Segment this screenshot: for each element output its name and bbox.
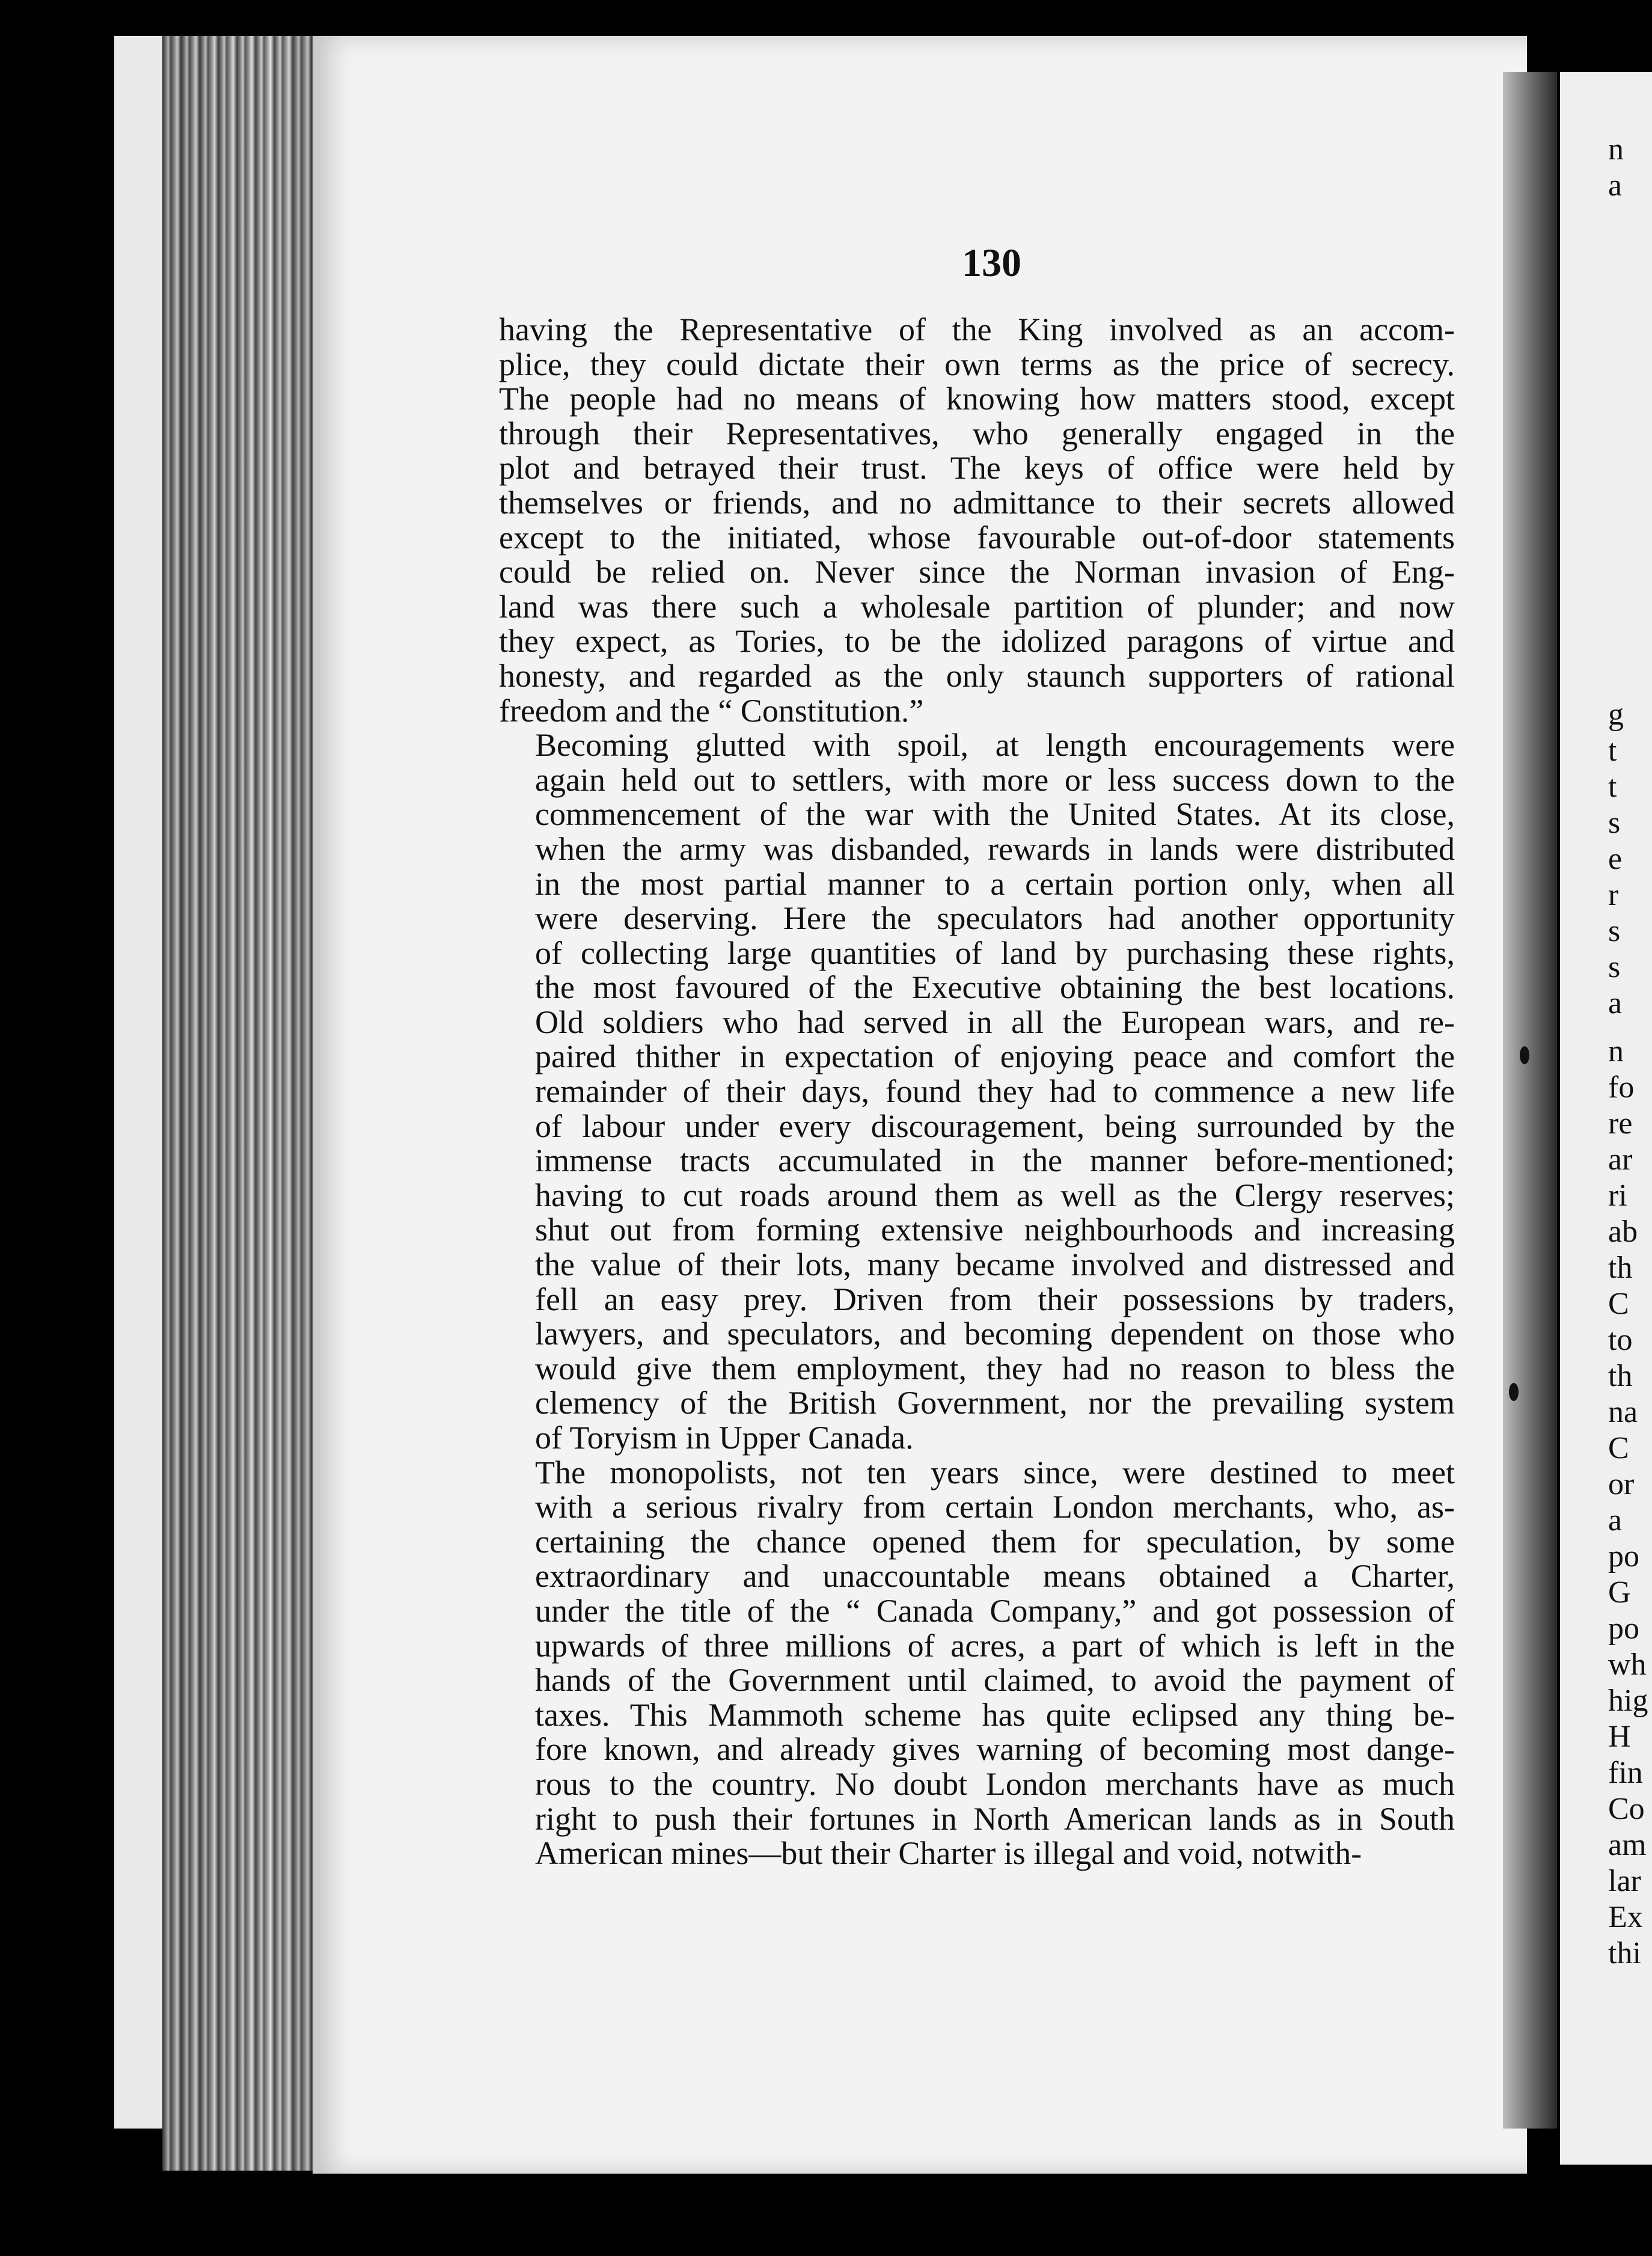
facing-page-fragment: thi: [1608, 1936, 1641, 1970]
text-line: extraordinary and unaccountable means obtained a Charter,: [535, 1558, 1455, 1595]
facing-page-fragment: g: [1608, 697, 1624, 732]
text-line: under the title of the “ Canada Company,” and got possession of: [535, 1592, 1455, 1629]
facing-page-fragment: am: [1608, 1828, 1647, 1862]
text-line: Old soldiers who had served in all the European wars, and re-: [535, 1004, 1455, 1040]
facing-page-fragment: lar: [1608, 1864, 1641, 1898]
facing-page-fragment: th: [1608, 1251, 1633, 1285]
facing-page-fragment: th: [1608, 1359, 1633, 1393]
text-line: having the Representative of the King involved as an accom-: [499, 311, 1455, 348]
facing-page-fragment: na: [1608, 1395, 1638, 1429]
text-line: the most favoured of the Executive obtaining the best locations.: [535, 969, 1455, 1006]
paragraph: [499, 728, 1455, 1455]
facing-page-fragment: or: [1608, 1467, 1635, 1501]
text-line: were deserving. Here the speculators had another opportunity: [535, 900, 1455, 937]
text-line: hands of the Government until claimed, to avoid the payment of: [535, 1662, 1455, 1699]
text-line: fore known, and already gives warning of becoming most dange-: [535, 1731, 1455, 1768]
facing-page-fragment: ar: [1608, 1142, 1633, 1177]
text-line: fell an easy prey. Driven from their possessions by traders,: [535, 1281, 1455, 1317]
text-line: plot and betrayed their trust. The keys of office were held by: [499, 450, 1455, 486]
facing-page: [1560, 72, 1652, 2165]
text-line: of labour under every discouragement, being surrounded by the: [535, 1108, 1455, 1144]
facing-page-fragment: a: [1608, 1503, 1623, 1537]
facing-page-fragment: n: [1608, 132, 1624, 167]
text-line: could be relied on. Never since the Norman invasion of Eng-: [499, 554, 1455, 590]
facing-page-fragment: re: [1608, 1106, 1633, 1141]
facing-page-fragment: a: [1608, 168, 1623, 203]
text-line: in the most partial manner to a certain portion only, when all: [535, 865, 1455, 902]
text-line: taxes. This Mammoth scheme has quite eclipsed any thing be-: [535, 1696, 1455, 1733]
text-line: commencement of the war with the United States. At its close,: [535, 796, 1455, 833]
text-line: clemency of the British Government, nor the prevailing system: [535, 1385, 1455, 1421]
facing-page-fragment: ab: [1608, 1215, 1638, 1249]
text-line: having to cut roads around them as well as the Clergy reserves;: [535, 1177, 1455, 1213]
facing-page-fragment: H: [1608, 1720, 1631, 1754]
body-text: [499, 313, 1455, 1871]
text-line: American mines—but their Charter is illegal and void, notwith-: [535, 1835, 1362, 1872]
text-line: with a serious rivalry from certain London merchants, who, as-: [535, 1489, 1455, 1525]
text-line: of collecting large quantities of land by purchasing these rights,: [535, 934, 1455, 971]
text-line: again held out to settlers, with more or less success down to the: [535, 761, 1455, 798]
text-line: freedom and the “ Constitution.”: [499, 692, 924, 729]
text-line: would give them employment, they had no reason to bless the: [535, 1350, 1455, 1387]
facing-page-fragment: s: [1608, 950, 1621, 984]
text-line: remainder of their days, found they had to commence a new life: [535, 1073, 1455, 1110]
text-line: The people had no means of knowing how matters stood, except: [499, 381, 1455, 417]
facing-page-fragment: r: [1608, 878, 1619, 912]
text-line: of Toryism in Upper Canada.: [535, 1420, 914, 1456]
page-edge-strip: [114, 36, 168, 2129]
facing-page-fragment: Co: [1608, 1792, 1645, 1826]
facing-page-fragment: Ex: [1608, 1900, 1643, 1934]
text-line: themselves or friends, and no admittance to their secrets allowed: [499, 484, 1455, 521]
facing-page-fragment: s: [1608, 914, 1621, 948]
text-line: Becoming glutted with spoil, at length encouragements were: [535, 727, 1455, 764]
facing-page-fragment: e: [1608, 842, 1623, 876]
paragraph: [499, 313, 1455, 728]
binding-notch: [1520, 1046, 1529, 1064]
text-line: land was there such a wholesale partition of plunder; and now: [499, 588, 1455, 625]
text-line: The monopolists, not ten years since, were destined to meet: [535, 1454, 1455, 1491]
facing-page-fragment: G: [1608, 1575, 1631, 1610]
facing-page-fragment: n: [1608, 1034, 1624, 1068]
text-line: right to push their fortunes in North American lands as in South: [535, 1800, 1455, 1837]
text-line: immense tracts accumulated in the manner before-mentioned;: [535, 1142, 1455, 1179]
facing-page-fragment: t: [1608, 734, 1617, 768]
facing-page-fragment: fo: [1608, 1070, 1635, 1105]
paragraph: [499, 1456, 1455, 1871]
text-line: plice, they could dictate their own terms as the price of secrecy.: [499, 346, 1455, 382]
facing-page-fragment: hig: [1608, 1684, 1648, 1718]
facing-page-fragment: fin: [1608, 1756, 1643, 1790]
facing-page-fragment: wh: [1608, 1648, 1647, 1682]
facing-page-fragment: t: [1608, 770, 1617, 804]
facing-page-fragment: s: [1608, 806, 1621, 840]
text-line: upwards of three millions of acres, a part of which is left in the: [535, 1627, 1455, 1664]
text-line: shut out from forming extensive neighbourhoods and increasing: [535, 1212, 1455, 1248]
text-line: when the army was disbanded, rewards in lands were distributed: [535, 830, 1455, 867]
book-gutter: [1503, 72, 1557, 2129]
text-line: honesty, and regarded as the only staunch supporters of rational: [499, 657, 1455, 694]
page-number: 130: [962, 241, 1021, 285]
facing-page-fragment: to: [1608, 1323, 1633, 1357]
facing-page-fragment: C: [1608, 1287, 1629, 1321]
text-line: they expect, as Tories, to be the idolized paragons of virtue and: [499, 623, 1455, 660]
text-line: except to the initiated, whose favourable out-of-door statements: [499, 519, 1455, 556]
facing-page-fragment: po: [1608, 1611, 1639, 1646]
text-line: through their Representatives, who generally engaged in the: [499, 415, 1455, 452]
text-line: lawyers, and speculators, and becoming dependent on those who: [535, 1316, 1455, 1352]
text-line: paired thither in expectation of enjoying peace and comfort the: [535, 1038, 1455, 1075]
facing-page-fragment: ri: [1608, 1179, 1627, 1213]
text-line: certaining the chance opened them for speculation, by some: [535, 1523, 1455, 1560]
facing-page-fragment: C: [1608, 1431, 1629, 1465]
text-line: rous to the country. No doubt London merchants have as much: [535, 1765, 1455, 1802]
binding-notch: [1509, 1383, 1519, 1401]
facing-page-fragment: po: [1608, 1539, 1639, 1574]
facing-page-fragment: a: [1608, 986, 1623, 1020]
text-line: the value of their lots, many became involved and distressed and: [535, 1246, 1455, 1283]
